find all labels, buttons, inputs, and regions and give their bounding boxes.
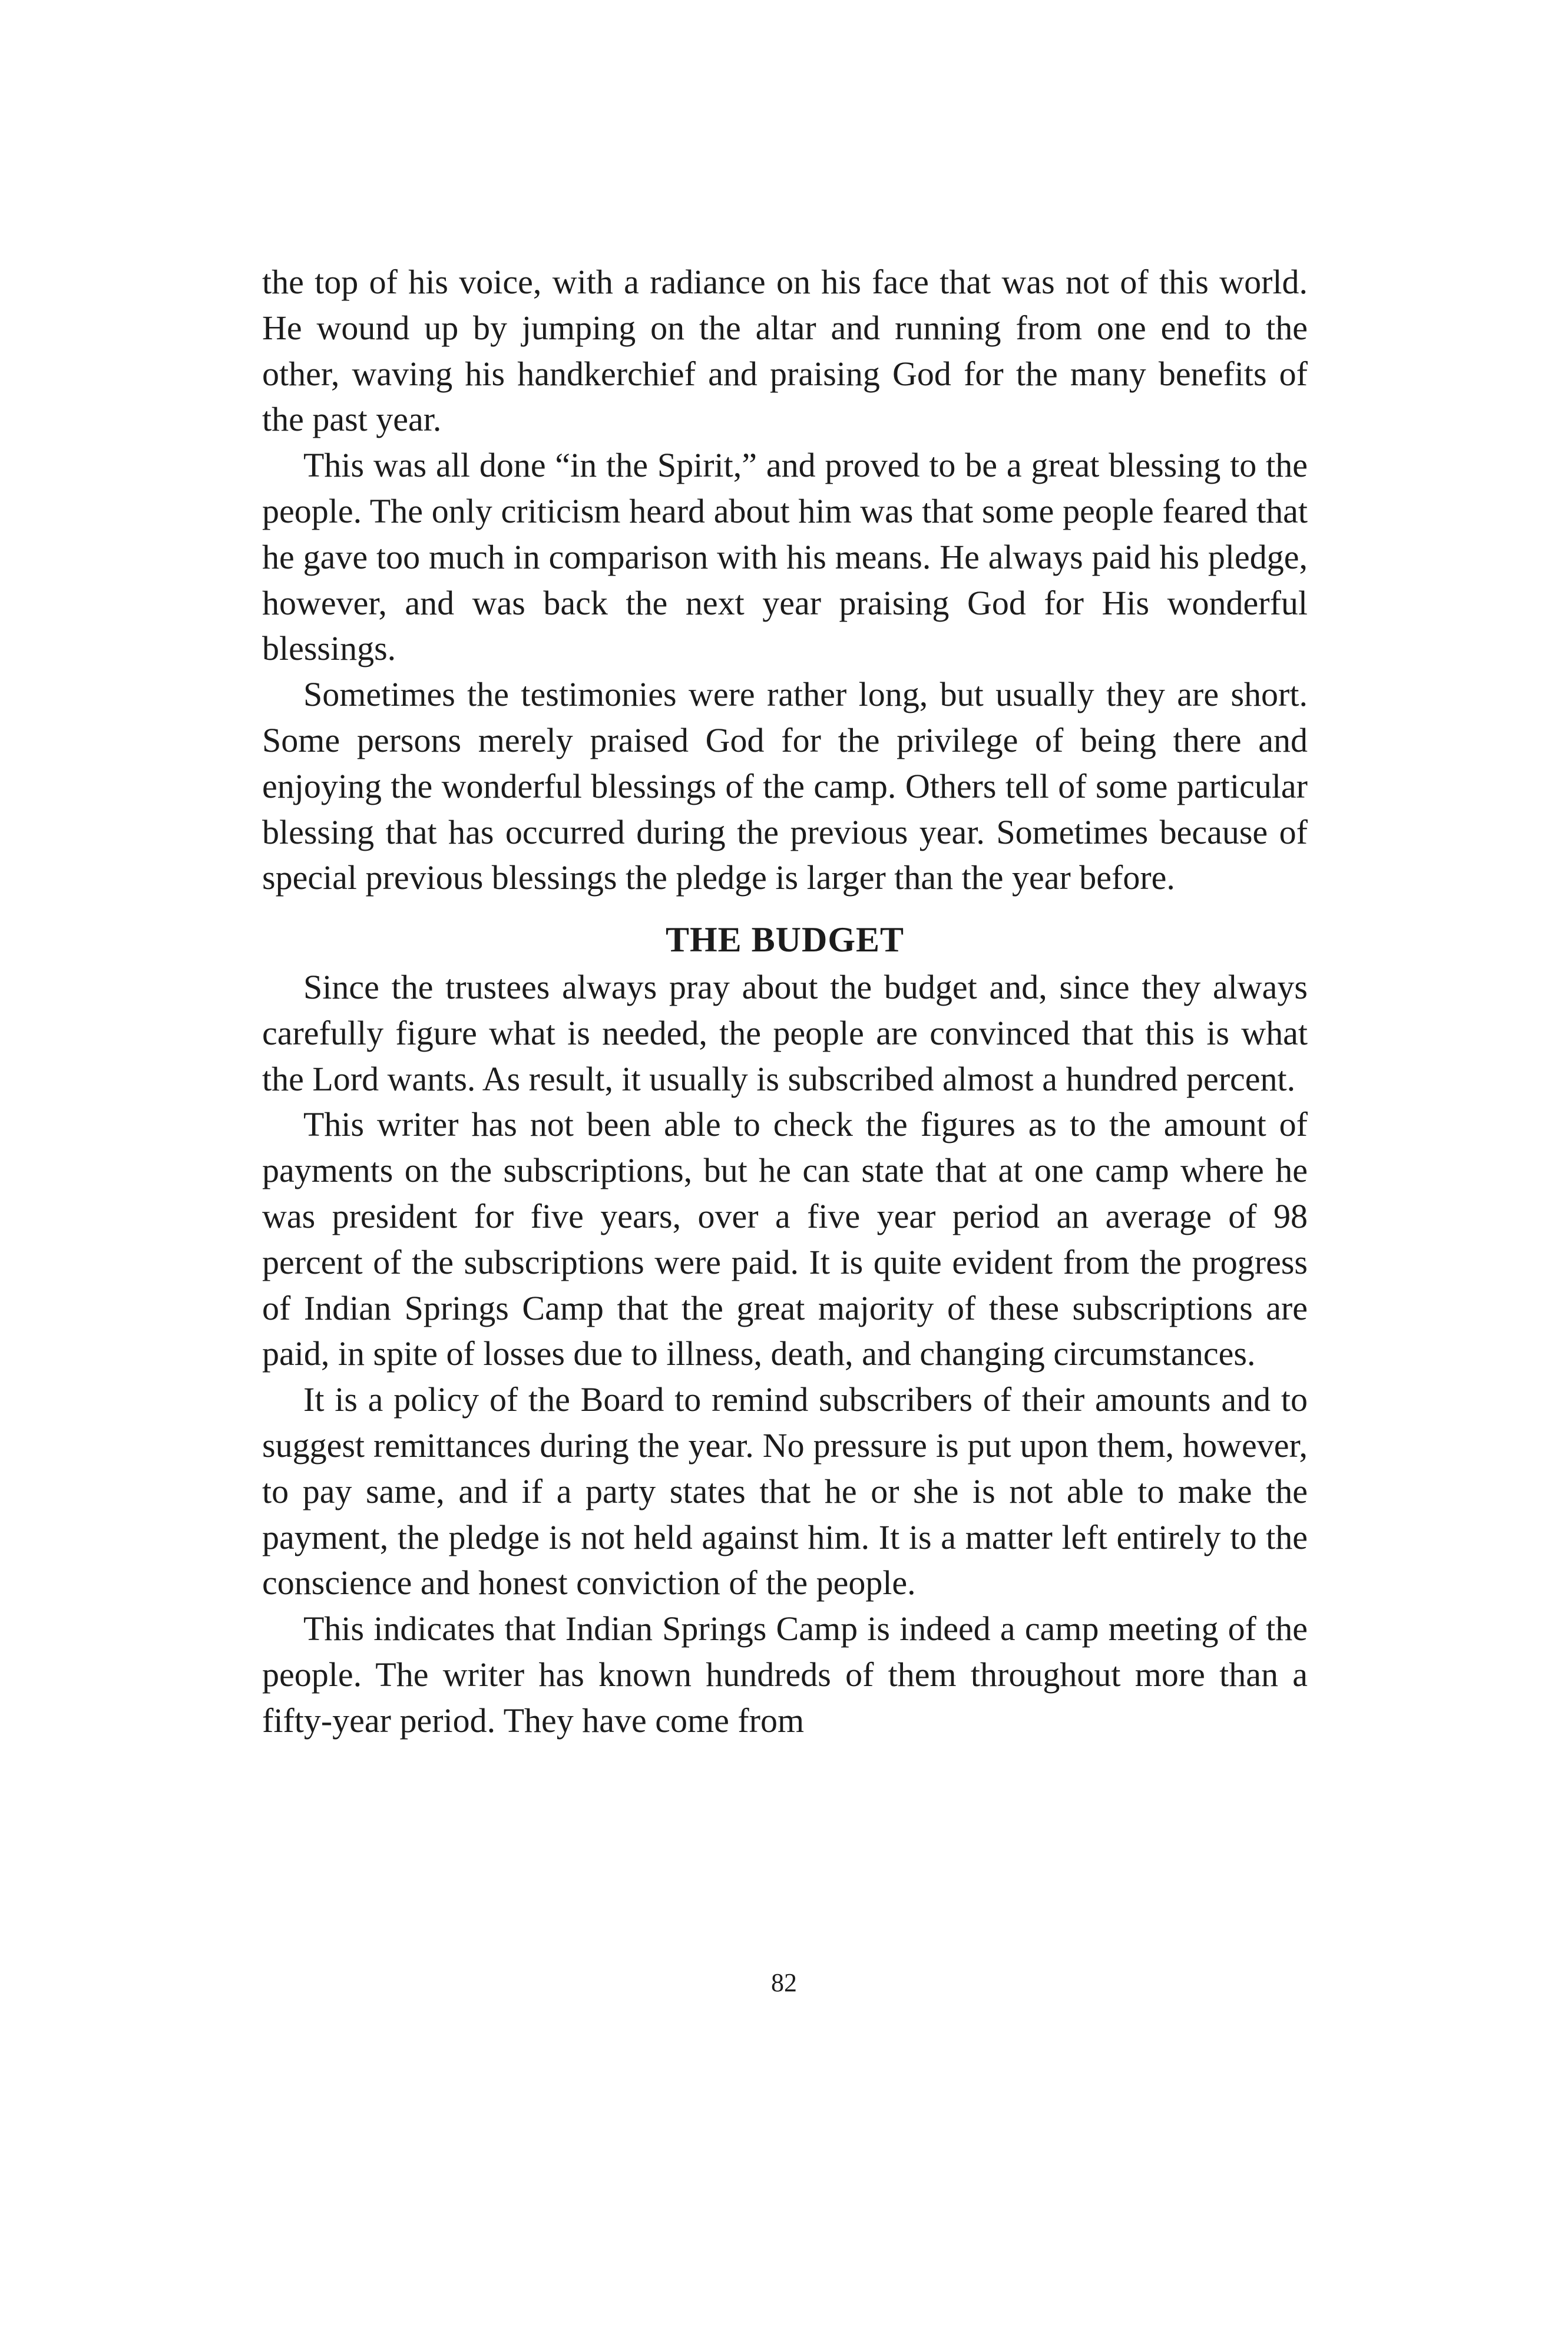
paragraph-testimonies: Sometimes the testimonies were rather long, but usually they are short. Some persons merely praised God for the privilege of being there and enjoying the wonderful blessings of the camp. Others tell of some particular blessing that has occurred during the previous year. Sometimes because of special previous blessings the pledge is larger than the year before. bbox=[262, 675, 1308, 897]
paragraph-trustees-budget: Since the trustees always pray about the budget and, since they always carefully figure what is needed, the people are convinced that this is what the Lord wants. As result, it usually is subscribed almost a hundred percent. bbox=[262, 967, 1308, 1098]
paragraph-camp-meeting-of-people: This indicates that Indian Springs Camp is indeed a camp meeting of the people. The writer has known hundreds of them throughout more than a fifty-year period. They have come from bbox=[262, 1609, 1308, 1740]
paragraph-board-policy: It is a policy of the Board to remind subscribers of their amounts and to suggest remittances during the year. No pressure is put upon them, however, to pay same, and if a party states that he or she is not able to make the payment, the pledge is not held against him. It is a matter left entirely to the conscience and honest conviction of the people. bbox=[262, 1380, 1308, 1602]
paragraph-payments: This writer has not been able to check the figures as to the amount of payments on the subscriptions, but he can state that at one camp where he was president for five years, over a five year period an average of 98 percent of the subscriptions were paid. It is quite evident from the progress of Indian Springs Camp that the great majority of these subscriptions are paid, in spite of losses due to illness, death, and changing circumstances. bbox=[262, 1105, 1308, 1373]
section-heading-budget: THE BUDGET bbox=[665, 920, 905, 960]
paragraph-in-the-spirit: This was all done “in the Spirit,” and proved to be a great blessing to the people. The only criticism heard about him was that some people feared that he gave too much in comparison with his means. He always paid his pledge, however, and was back the next year praising God for His wonderful blessings. bbox=[262, 446, 1308, 668]
page-number: 82 bbox=[771, 1968, 797, 1997]
page-body-text bbox=[262, 259, 1308, 1744]
paragraph-continuation: the top of his voice, with a radiance on his face that was not of this world. He wound up by jumping on the altar and running from one end to the other, waving his handkerchief and praising God for the many benefits of the past year. bbox=[262, 263, 1308, 439]
